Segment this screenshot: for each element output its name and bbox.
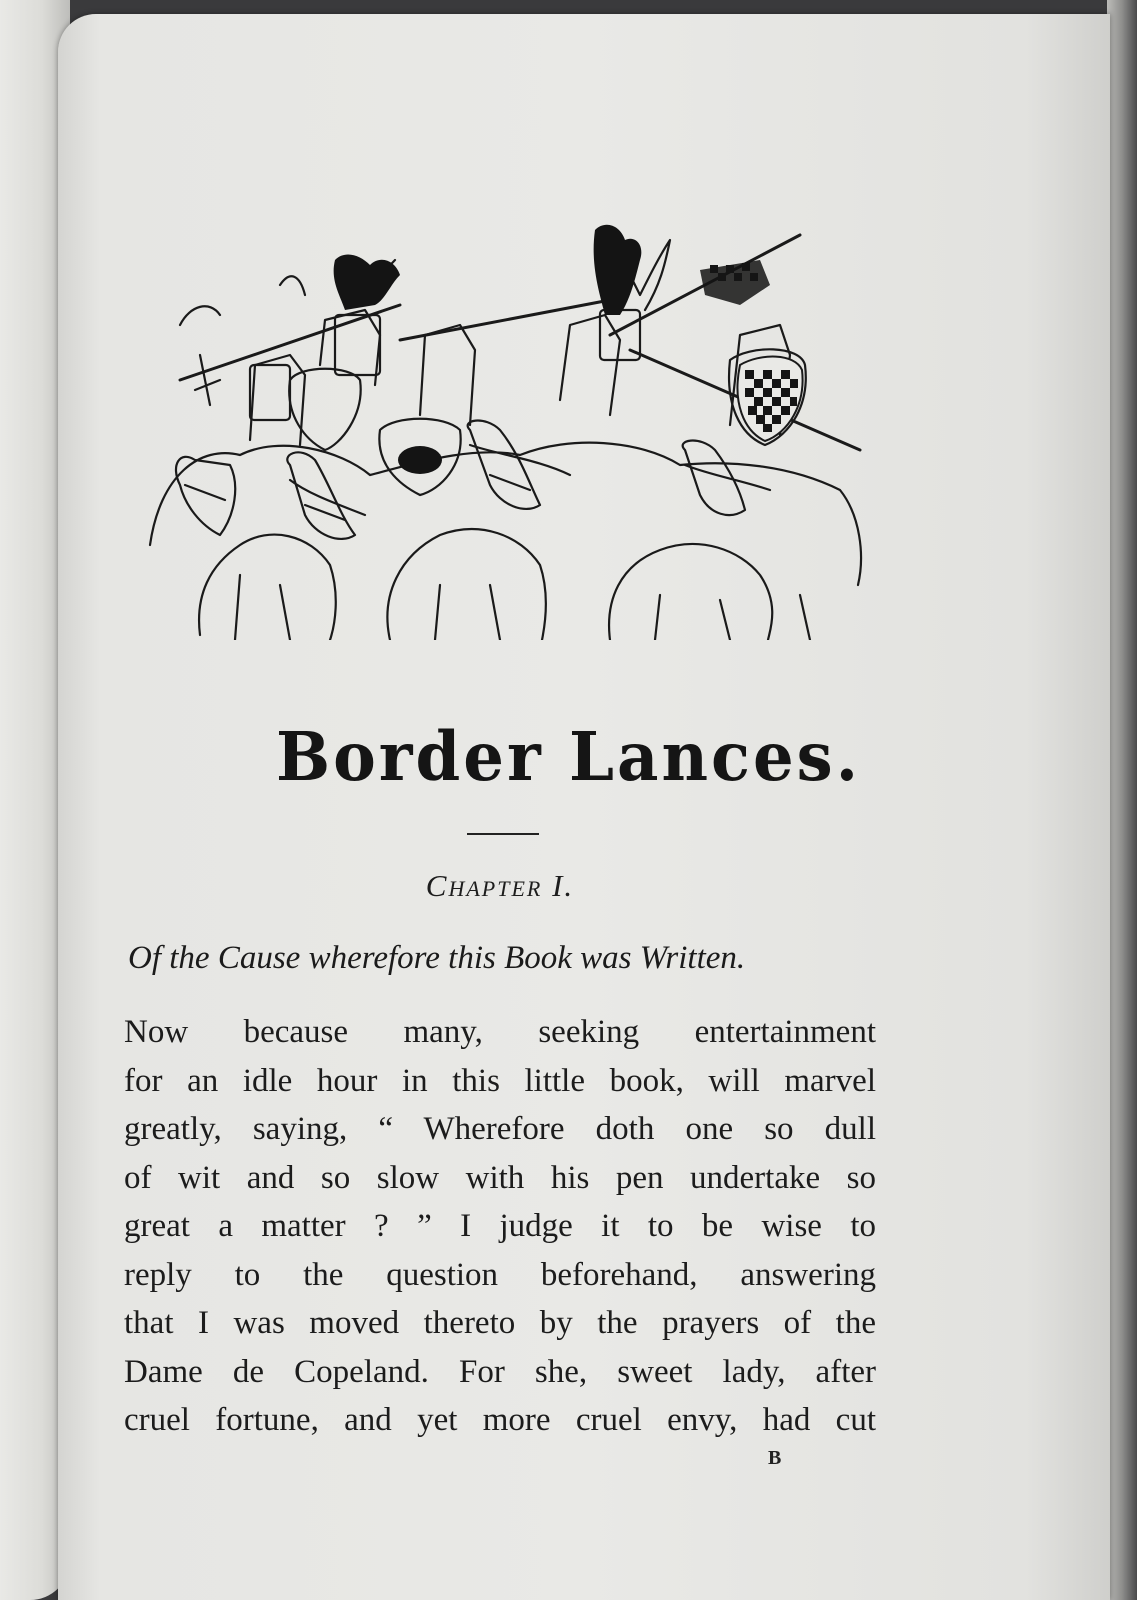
text-line: great a matter ? ” I judge it to be wise to [124,1208,876,1244]
text-line: cruel fortune, and yet more cruel envy, had cut [124,1402,876,1438]
text-line: Dame de Copeland. For she, sweet lady, after [124,1353,876,1390]
knights-on-horseback-icon [140,215,870,640]
text-line: greatly, saying, “ Wherefore doth one so dull [124,1111,876,1147]
body-paragraph [124,1008,876,1445]
signature-mark: B [768,1447,783,1469]
chapter-heading: Chapter I. [425,868,575,903]
text-line: Now because many, seeking entertainment [124,1014,876,1050]
text-line: that I was moved thereto by the prayers of the [124,1305,876,1341]
page-stack-edge [1107,0,1137,1600]
text-line: reply to the question beforehand, answering [124,1256,876,1293]
title-divider [467,833,539,835]
text-line: of wit and so slow with his pen undertake so [124,1159,876,1196]
text-line: for an idle hour in this little book, will marvel [124,1062,876,1099]
book-title: Border Lances. [276,718,861,797]
chapter-subtitle: Of the Cause wherefore this Book was Written. [128,940,746,976]
